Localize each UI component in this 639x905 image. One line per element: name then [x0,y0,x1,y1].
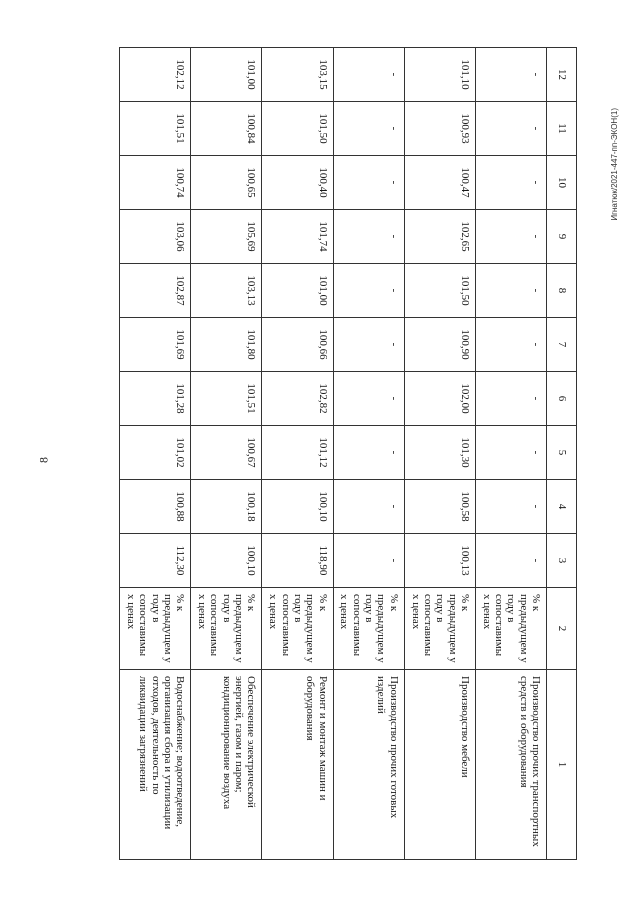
value-cell: 102,87 [120,264,191,318]
column-header: 6 [547,372,577,426]
column-header: 10 [547,156,577,210]
value-cell: - [475,372,546,426]
indicator-cell: Производство мебели [404,670,475,860]
table-row [191,48,262,860]
value-cell: 103,15 [262,48,333,102]
value-cell: 101,12 [262,426,333,480]
column-header: 2 [547,588,577,670]
value-cell: 100,10 [191,534,262,588]
value-cell: 101,28 [120,372,191,426]
header-row [547,48,577,860]
column-header: 3 [547,534,577,588]
value-cell: 100,47 [404,156,475,210]
table-row [120,48,191,860]
value-cell: 112,30 [120,534,191,588]
table-row [262,48,333,860]
file-reference: Игнатюк/2021-447-пп-ЭКОН(1) [610,108,619,221]
indicator-cell: Производство прочих готовых изделий [333,670,404,860]
value-cell: - [475,534,546,588]
indicator-cell: Обеспечение электрической энергией, газом и паром; кондиционирование воздуха [191,670,262,860]
table-row [333,48,404,860]
value-cell: - [333,480,404,534]
unit-cell: % к предыдущем у году в сопоставимы х ценах [404,588,475,670]
value-cell: 103,13 [191,264,262,318]
value-cell: 100,58 [404,480,475,534]
column-header: 11 [547,102,577,156]
column-header: 12 [547,48,577,102]
value-cell: 101,51 [120,102,191,156]
value-cell: 100,40 [262,156,333,210]
value-cell: 100,65 [191,156,262,210]
value-cell: 101,10 [404,48,475,102]
value-cell: - [333,318,404,372]
value-cell: - [333,534,404,588]
value-cell: 100,84 [191,102,262,156]
value-cell: 100,74 [120,156,191,210]
unit-cell: % к предыдущем у году в сопоставимы х ценах [120,588,191,670]
value-cell: 100,18 [191,480,262,534]
value-cell: - [333,102,404,156]
data-table [119,47,577,860]
value-cell: - [475,156,546,210]
value-cell: 102,65 [404,210,475,264]
table-row [475,48,546,860]
value-cell: 101,02 [120,426,191,480]
indicator-cell: Водоснабжение; водоотведение, организация сбора и утилизации отходов, деятельность по ликвидации загрязнений [120,670,191,860]
indicator-cell: Производство прочих транспортных средств и оборудования [475,670,546,860]
value-cell: - [475,48,546,102]
table-row [404,48,475,860]
column-header: 8 [547,264,577,318]
value-cell: - [333,48,404,102]
value-cell: 102,82 [262,372,333,426]
column-header: 4 [547,480,577,534]
value-cell: 118,90 [262,534,333,588]
value-cell: 103,06 [120,210,191,264]
column-header: 5 [547,426,577,480]
value-cell: 101,00 [262,264,333,318]
value-cell: 101,50 [404,264,475,318]
unit-cell: % к предыдущем у году в сопоставимы х ценах [191,588,262,670]
value-cell: 100,67 [191,426,262,480]
value-cell: 100,88 [120,480,191,534]
value-cell: 100,13 [404,534,475,588]
value-cell: 102,00 [404,372,475,426]
value-cell: - [475,318,546,372]
value-cell: 100,10 [262,480,333,534]
value-cell: - [475,210,546,264]
value-cell: 101,30 [404,426,475,480]
value-cell: 100,66 [262,318,333,372]
column-header: 1 [547,670,577,860]
column-header: 9 [547,210,577,264]
rotated-table-container [119,47,577,859]
value-cell: - [475,480,546,534]
value-cell: 100,93 [404,102,475,156]
value-cell: - [475,426,546,480]
unit-cell: % к предыдущем у году в сопоставимы х ценах [262,588,333,670]
value-cell: - [333,426,404,480]
value-cell: - [333,264,404,318]
value-cell: 101,69 [120,318,191,372]
value-cell: - [333,210,404,264]
value-cell: 105,69 [191,210,262,264]
value-cell: - [333,372,404,426]
value-cell: - [475,102,546,156]
unit-cell: % к предыдущем у году в сопоставимы х ценах [333,588,404,670]
value-cell: - [475,264,546,318]
value-cell: 101,80 [191,318,262,372]
value-cell: 101,74 [262,210,333,264]
value-cell: 102,12 [120,48,191,102]
value-cell: 100,90 [404,318,475,372]
unit-cell: % к предыдущем у году в сопоставимы х ценах [475,588,546,670]
value-cell: 101,51 [191,372,262,426]
column-header: 7 [547,318,577,372]
value-cell: 101,50 [262,102,333,156]
indicator-cell: Ремонт и монтаж машин и оборудования [262,670,333,860]
value-cell: 101,00 [191,48,262,102]
page-number: 8 [36,457,51,463]
value-cell: - [333,156,404,210]
table-body [120,48,577,860]
